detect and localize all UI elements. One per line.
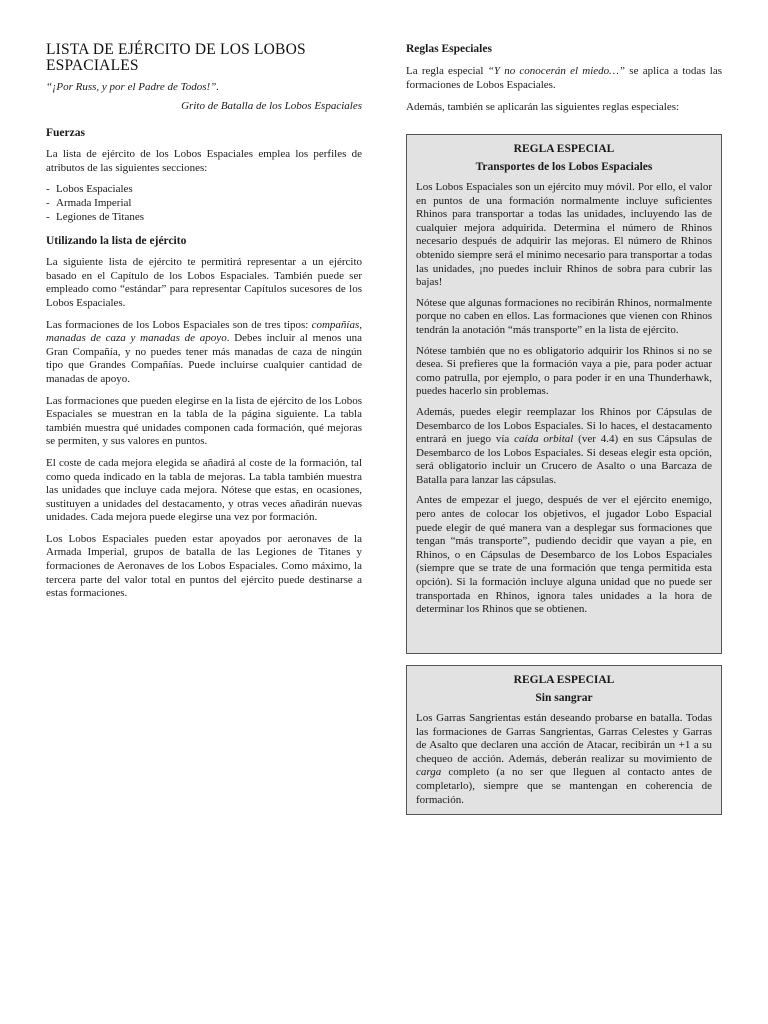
paragraph: La siguiente lista de ejército te permitirá representar a un ejército basado en el Capítulo de los Lobos Espaciales. También puede ser empleado como “estándar” para representar Capítulos sucesores de los Lobos Espaciales.	[46, 256, 362, 309]
list-item: - Lobos Espaciales	[46, 182, 362, 196]
forces-list	[46, 182, 362, 224]
italic-span: “Y no conocerán el miedo…”	[487, 65, 626, 77]
italic-span: carga	[416, 766, 442, 779]
text-span: completo (a no ser que lleguen al contacto antes de completarlo), siempre que se mantengan en coherencia de formación.	[416, 766, 712, 806]
text-span: Las formaciones de los Lobos Espaciales son de tres tipos:	[46, 318, 312, 331]
rule-box-label: REGLA ESPECIAL	[513, 674, 615, 686]
battle-cry-quote: “¡Por Russ, y por el Padre de Todos!”.	[46, 81, 220, 93]
special-rule-box-unblooded	[406, 665, 722, 815]
text-span: . Debes incluir al menos una Gran Compañía, y no puedes tener más manadas de caza de ningún tipo que Grandes Compañías. Puede incluirse cualquier cantidad de manadas de apoyo.	[46, 332, 362, 385]
paragraph: El coste de cada mejora elegida se añadirá al coste de la formación, tal como queda indicado en la tabla de mejoras. La tabla también muestra las unidades que incluye cada mejora. Nótese que estas, en ocasiones, sustituyen a unidades del destacamento, y otras veces añadirán nuevas unidades. Cada mejora puede elegirse una vez por formación.	[46, 456, 362, 524]
text-span: (ver 4.4) en sus Cápsulas de Desembarco de los Lobos Espaciales. Si deseas elegir esta opción, será obligatorio incluir un Crucero de Asalto o una Barcaza de Batalla para lanzar las cápsulas.	[416, 433, 712, 486]
paragraph: Nótese también que no es obligatorio adquirir los Rhinos si no se desea. Si prefieres que la formación vaya a pie, para poder actuar como patrulla, por ejemplo, o para poder ir en una Thunderhawk, puedes hacerlo sin problemas.	[416, 344, 712, 398]
page-title: LISTA DE EJÉRCITO DE LOS LOBOS ESPACIALES	[46, 41, 306, 74]
paragraph: Nótese que algunas formaciones no recibirán Rhinos, normalmente porque no caben en ellos. Las formaciones que vienen con Rhinos tendrán la anotación “más transporte” en la lista de ejército.	[416, 296, 712, 336]
special-rule-box-transports	[406, 134, 722, 654]
paragraph: Los Lobos Espaciales pueden estar apoyados por aeronaves de la Armada Imperial, grupos de batalla de las Legiones de Titanes y formaciones de Aeronaves de los Lobos Espaciales. Como máximo, la tercera parte del valor total en puntos del ejército puede destinarse a estas formaciones.	[46, 532, 362, 600]
list-item: - Armada Imperial	[46, 196, 362, 210]
special-rules-heading: Reglas Especiales	[406, 43, 492, 55]
text-span: La regla especial	[406, 65, 488, 77]
quote-attribution: Grito de Batalla de los Lobos Espaciales	[181, 100, 362, 112]
paragraph	[46, 319, 362, 387]
paragraph	[406, 65, 722, 92]
text-span: se aplica a todas las formaciones de Lobos Espaciales.	[406, 65, 722, 91]
left-column	[46, 0, 362, 601]
text-span: Además, puedes elegir reemplazar los Rhinos por Cápsulas de Desembarco de los Lobos Espaciales. Si lo haces, el destacamento entrará en juego vía	[416, 405, 712, 446]
using-list-heading: Utilizando la lista de ejército	[46, 235, 187, 248]
italic-span: compañías, manadas de caza y manadas de apoyo	[46, 318, 362, 345]
paragraph	[416, 406, 712, 488]
rule-box-title: Transportes de los Lobos Espaciales	[475, 161, 653, 173]
rule-box-label: REGLA ESPECIAL	[513, 143, 615, 155]
paragraph: Además, también se aplicarán las siguientes reglas especiales:	[406, 101, 680, 114]
paragraph: Las formaciones que pueden elegirse en la lista de ejército de los Lobos Espaciales se muestran en la tabla de la página siguiente. La tabla también muestra qué unidades componen cada formación, qué mejoras se permiten, y sus valores en puntos.	[46, 394, 362, 448]
italic-span: caída orbital	[514, 433, 574, 446]
right-column	[406, 0, 722, 115]
forces-heading: Fuerzas	[46, 127, 85, 139]
paragraph: Los Lobos Espaciales son un ejército muy móvil. Por ello, el valor en puntos de una formación normalmente incluye suficientes Rhinos para transportar a todas las unidades, incluyendo las de cualquier mejora adquirida. Determina el número de Rhinos necesario después de adquirir las mejoras. El número de Rhinos obtenido siempre será el mínimo necesario para transportar a todas las unidades, ¡no puedes incluir Rhinos de sobra para cubrir las bajas!	[416, 181, 712, 289]
text-span: Los Garras Sangrientas están deseando probarse en batalla. Todas las formaciones de Garras Sangrientas, Garras Celestes y Garras de Asalto que declaren una acción de Atacar, recibirán un +1 a su chequeo de acción. Además, deberán realizar su movimiento de	[416, 712, 712, 765]
rule-box-title: Sin sangrar	[535, 692, 593, 704]
list-item: - Legiones de Titanes	[46, 210, 362, 224]
forces-text: La lista de ejército de los Lobos Espaciales emplea los perfiles de atributos de las siguientes secciones:	[46, 148, 362, 174]
paragraph: Antes de empezar el juego, después de ver el ejército enemigo, pero antes de colocar los objetivos, el jugador Lobo Espacial puede elegir de qué manera van a desplegar sus formaciones que tengan “más transporte”, pudiendo decidir que vayan a pie, en Rhinos, o en Cápsulas de Desembarco de los Lobos Espaciales (siempre que se trate de una formación que tenga permitida esta opción). Si la formación incluye alguna unidad que no puede ser transportada en Rhinos, ignora tales unidades a la hora de determinar los Rhinos que se obtienen.	[416, 494, 712, 616]
paragraph	[416, 712, 712, 807]
